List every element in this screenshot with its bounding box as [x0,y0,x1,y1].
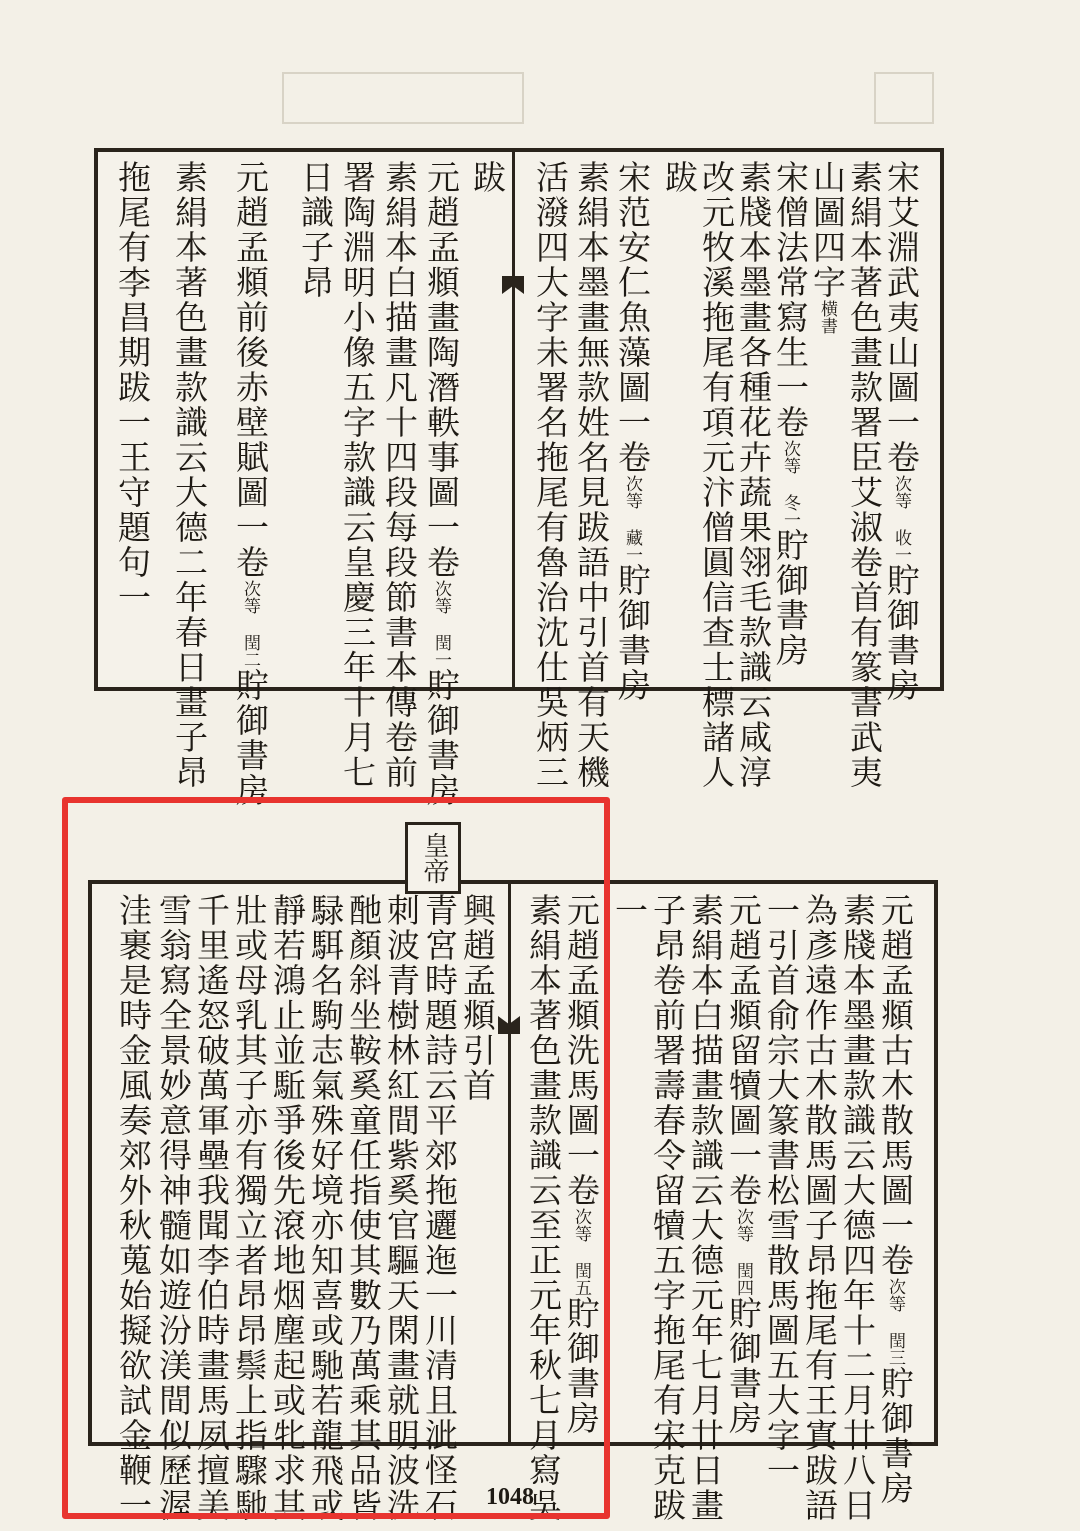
bottom-left-col-6: 酏顏斜坐鞍奚童任指使其數乃萬乘其品皆 [344,893,383,1523]
top-right-col-6: 改元牧溪拖尾有項元汴僧圓信查士標諸人 [697,160,736,790]
top-left-col-7: 素絹本著色畫款識云大德二年春日畫子昂 [170,160,209,790]
bottom-right-col-7: 子昂卷前署壽春令留犢五字拖尾有宋克跋 [648,893,687,1523]
bottom-left-col-11: 雪翁寫全景妙意得神髓如遊汾渼間似歷渥 [154,893,193,1523]
top-left-col-4: 署陶淵明小像五字款識云皇慶三年十月七 [338,160,377,790]
top-right-col-5: 素牋本墨畫各種花卉蔬果翎毛款識云咸淳 [734,160,773,790]
page-number: 1048 [486,1484,534,1510]
top-right-col-10: 活潑四大字未署名拖尾有魯治沈仕吳炳三 [531,160,570,790]
bottom-left-col-9: 壯或母乳其子亦有獨立者昂昂鬃上指驟馳 [230,893,269,1523]
red-highlight-box [62,797,610,1519]
top-left-col-6: 元趙孟頫前後赤壁賦圖一卷次等 閏二貯御書房 [231,160,270,808]
bottom-left-col-8: 靜若鴻止並駈爭後先滾地烟塵起或牝求其 [268,893,307,1523]
bottom-left-col-10: 千里遙怒破萬軍壘我聞李伯時畫馬夙擅美 [192,893,231,1523]
blank-top-panel-left [282,72,524,124]
bottom-right-col-4: 一引首俞宗大篆書松雪散馬圖五大字一 [762,893,801,1488]
bottom-right-col-2: 素牋本墨畫款識云大德四年十二月廿八日 [838,893,877,1523]
top-right-col-7: 跋 [660,160,699,195]
top-left-col-5: 日識子昂 [296,160,335,300]
bottom-left-col-4: 青宮時題詩云平郊拖邐迤一川清且泚怪石 [420,893,459,1523]
bottom-left-col-5: 刺波青樹林紅間紫奚官驅天閑畫就明波洗 [382,893,421,1523]
bottom-left-col-12: 洼裹是時金風奏郊外秋蒐始擬欲試金鞭一 [114,893,153,1523]
top-left-col-1: 跋 [468,160,507,195]
top-left-col-2: 元趙孟頫畫陶潛軼事圖一卷次等 閏一貯御書房 [422,160,461,808]
bottom-right-col-1: 元趙孟頫古木散馬圖一卷次等 閏三貯御書房 [876,893,915,1506]
top-right-col-9: 素絹本墨畫無款姓名見跋語中引首有天機 [572,160,611,790]
emperor-honorific-tab: 皇帝 [405,822,461,894]
top-right-col-8: 宋范安仁魚藻圖一卷次等 藏一貯御書房 [613,160,652,703]
bottom-right-col-6: 素絹本白描畫款識云大德元年七月廿日畫 [686,893,725,1523]
top-right-col-3: 山圖四字横書 [808,160,847,334]
top-left-col-8: 拖尾有李昌期跋一王守題句一 [113,160,152,615]
top-left-col-3: 素絹本白描畫凡十四段每段節書本傳卷前 [380,160,419,790]
bottom-right-col-8: 一 [610,893,649,928]
bottom-right-col-3: 為彥遠作古木散馬圖子昂拖尾有王寘跋語 [800,893,839,1523]
top-right-col-2: 素絹本著色畫款署臣艾淑卷首有篆書武夷 [845,160,884,790]
top-center-divider [512,150,515,687]
bottom-left-col-1: 元趙孟頫洗馬圖一卷次等 閏五貯御書房 [562,893,601,1436]
bottom-left-col-2: 素絹本著色畫款識云至正元年秋七月寫吳 [524,893,563,1523]
top-right-col-4: 宋僧法常寫生一卷次等 冬一貯御書房 [771,160,810,668]
top-right-col-1: 宋艾淵武夷山圖一卷次等 收一貯御書房 [882,160,921,703]
blank-top-panel-right [874,72,934,124]
bottom-left-col-7: 騄駬名駒志氣殊好境亦知喜或馳若龍飛或 [306,893,345,1523]
bottom-left-col-3: 興趙孟頫引首 [458,893,497,1103]
bottom-right-col-5: 元趙孟頫留犢圖一卷次等 閏四貯御書房 [724,893,763,1436]
